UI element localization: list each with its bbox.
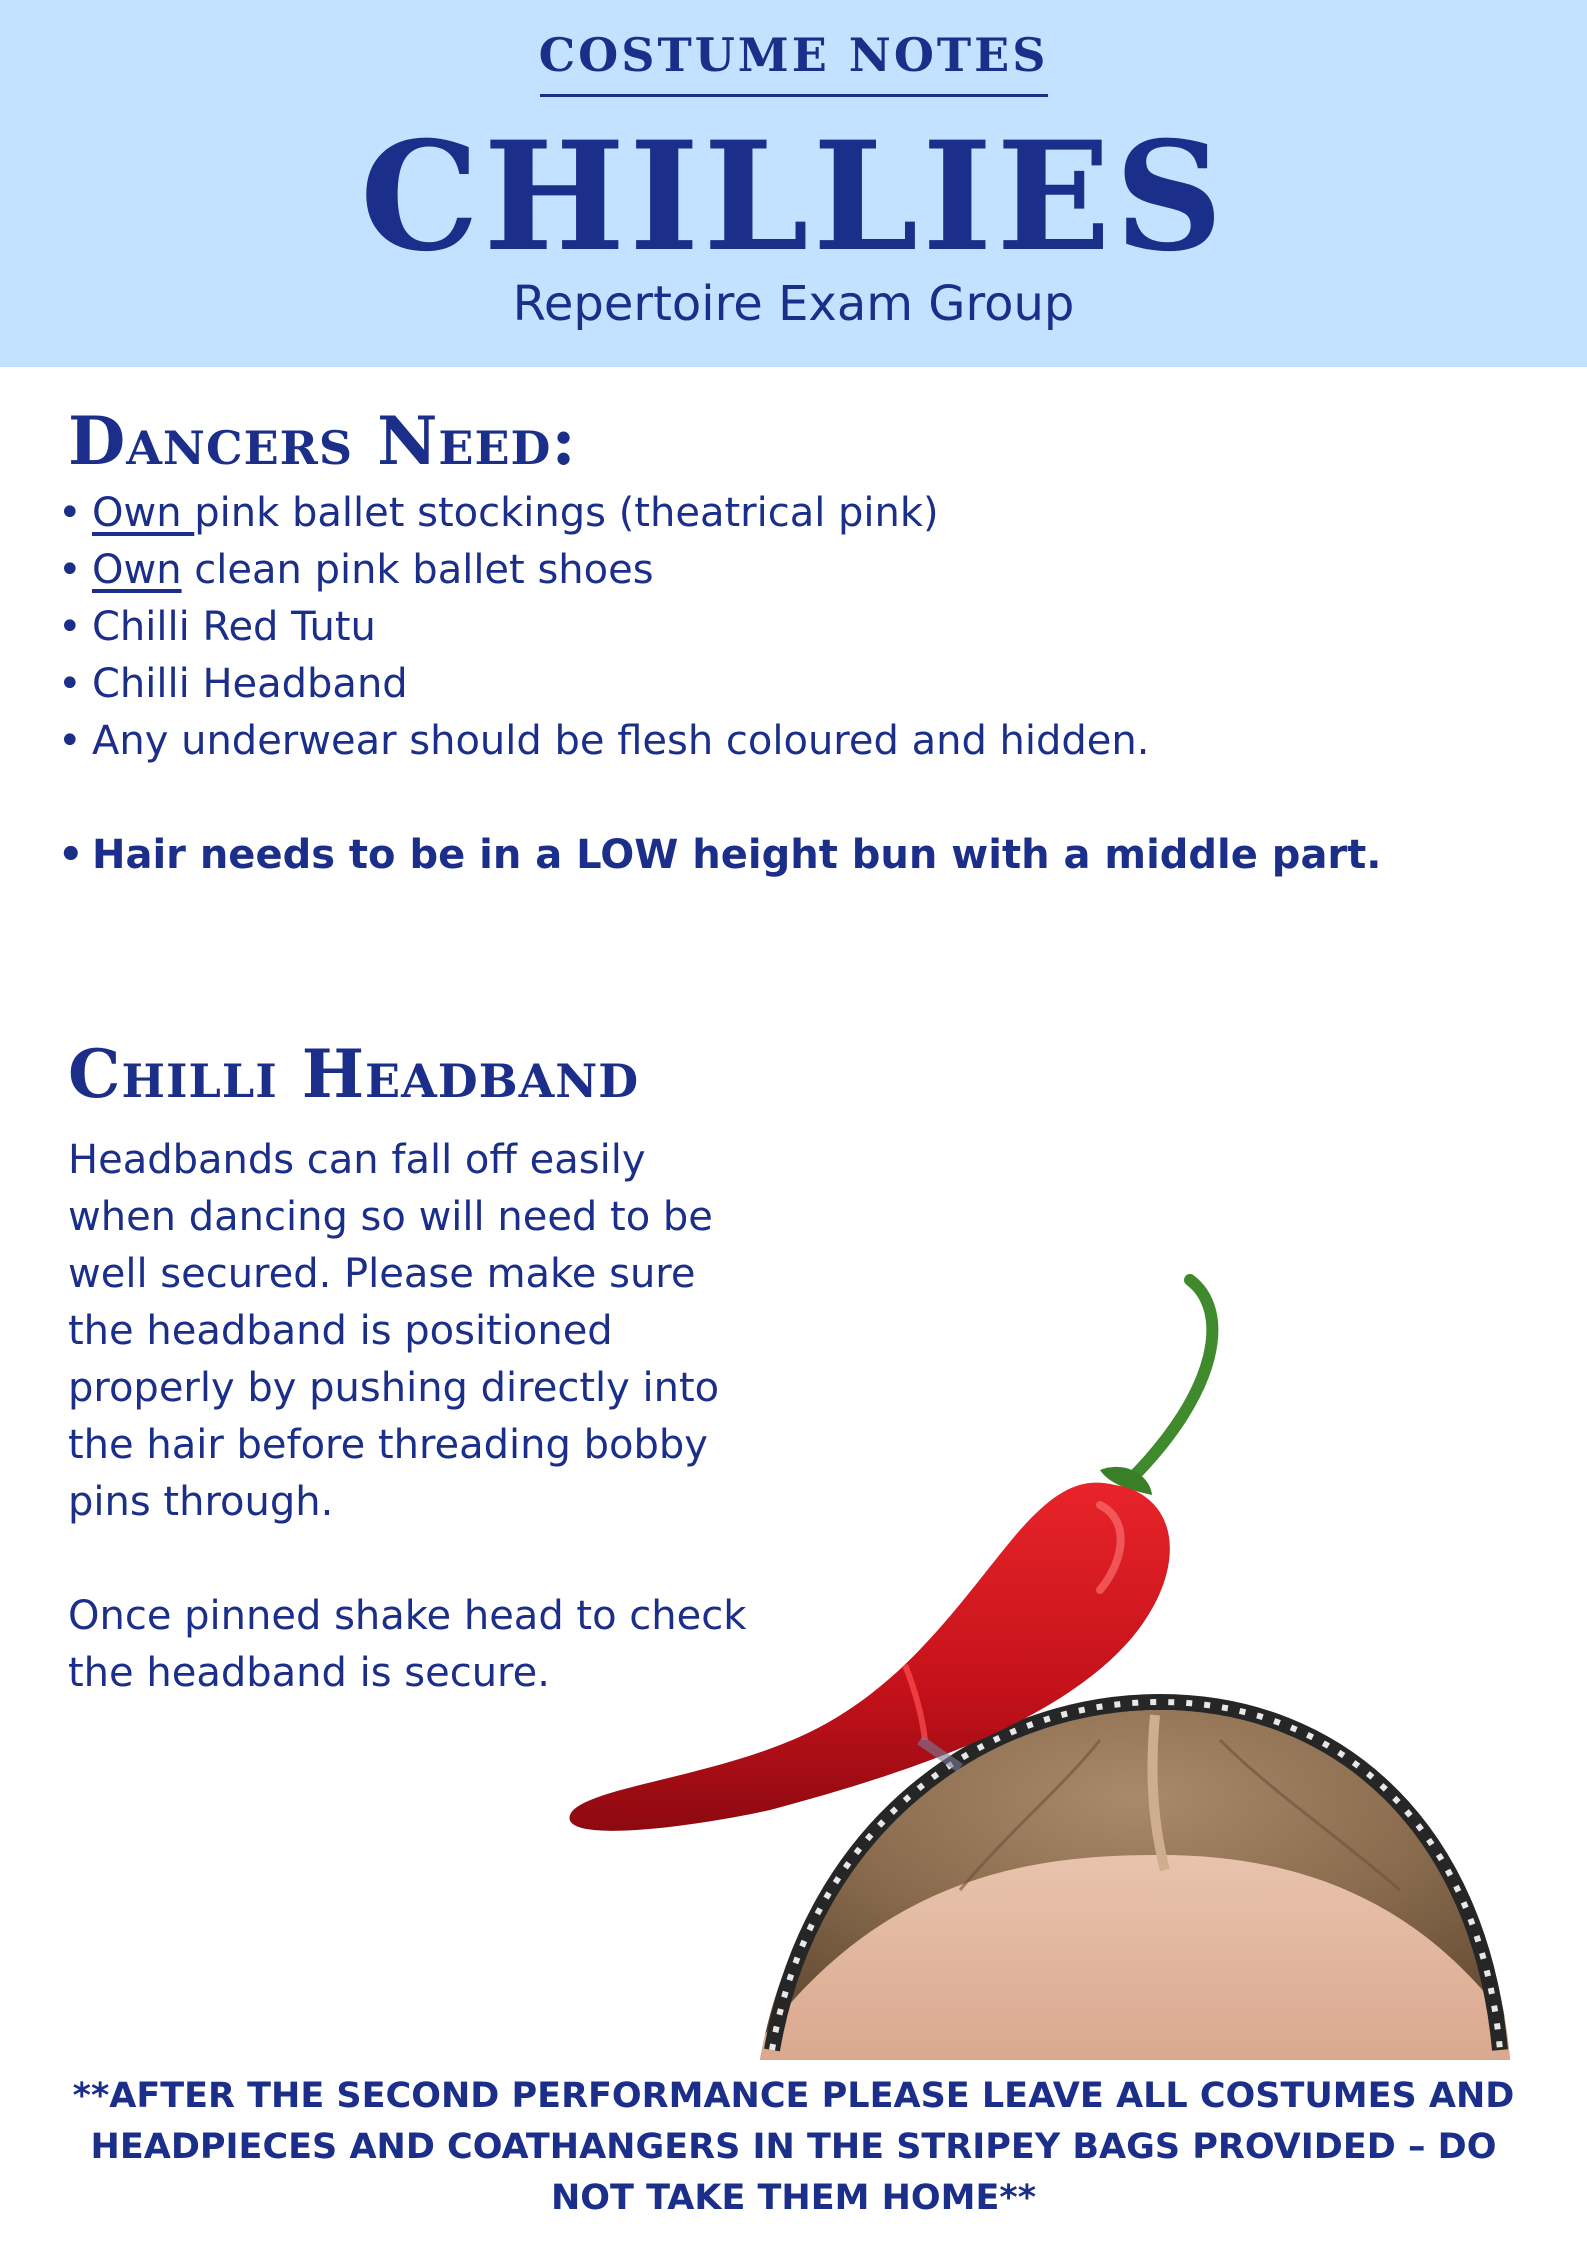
chilli-headband-photo <box>540 1270 1540 2070</box>
hair-note <box>56 827 1506 884</box>
list-item-emphasis: Own <box>92 547 182 593</box>
list-item-text: pink ballet stockings (theatrical pink) <box>194 490 939 536</box>
headband-instructions: Headbands can fall off easily when dancing so will need to be well secured. Please make sure the headband is positioned properly by pushing directly into the hair before threading bobby pins through. <box>68 1137 720 1525</box>
list-item <box>56 713 1506 770</box>
list-item <box>56 656 1506 713</box>
header-divider <box>540 94 1048 97</box>
list-item <box>56 599 1506 656</box>
costume-notes-label: COSTUME NOTES <box>538 28 1049 82</box>
list-item-text: clean pink ballet shoes <box>181 547 654 593</box>
dancers-need-heading: Dancers Need: <box>68 402 577 480</box>
list-item-text: Any underwear should be flesh coloured and hidden. <box>92 718 1150 764</box>
headband-check-note: Once pinned shake head to check the headband is secure. <box>68 1593 747 1696</box>
page-subtitle: Repertoire Exam Group <box>512 276 1075 332</box>
list-item-text: Chilli Headband <box>92 661 408 707</box>
return-costumes-notice: **AFTER THE SECOND PERFORMANCE PLEASE LEAVE ALL COSTUMES AND HEADPIECES AND COATHANGERS IN THE STRIPEY BAGS PROVIDED – DO NOT TAKE THEM HOME** <box>72 2076 1515 2218</box>
list-item-text: Chilli Red Tutu <box>92 604 376 650</box>
list-item <box>56 485 1506 542</box>
list-item-emphasis: Own <box>92 490 195 536</box>
page-title: CHILLIES <box>359 109 1228 285</box>
list-item <box>56 542 1506 599</box>
chilli-headband-heading: Chilli Headband <box>68 1035 640 1113</box>
hair-note-text: Hair needs to be in a LOW height bun with a middle part. <box>92 832 1382 878</box>
dancers-need-list <box>56 485 1506 884</box>
